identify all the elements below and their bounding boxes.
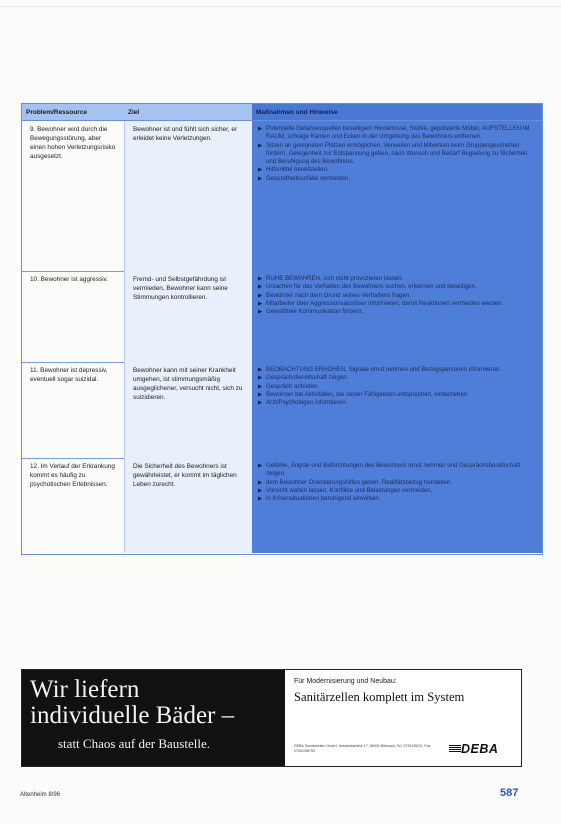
header-measures: Maßnahmen und Hinweise — [252, 104, 542, 121]
problem-cell: 9. Bewohner wird durch die Bewegungsstörung, aber einen hohen Verletzungsrisiko ausgesetzt. — [30, 126, 116, 160]
measure-item: ▶ Gesprächsbereitschaft zeigen. — [258, 374, 536, 382]
ad-headline-2: individuelle Bäder – — [30, 702, 235, 729]
measure-item: ▶ Ursachen für das Verhalten des Bewohners suchen, erkennen und beseitigen. — [258, 283, 536, 291]
measures-cell — [252, 458, 542, 553]
ad-address: DEBA Sanitärzellen GmbH, Industriestraße 17, 88400 Biberach, Tel. 07351/5670, Fax 07351/56750 — [294, 744, 431, 753]
goal-cell: Die Sicherheit des Bewohners ist gewährleistet, er kommt im täglichen Leben zurecht. — [124, 458, 252, 553]
ad-headline-3: statt Chaos auf der Baustelle. — [58, 736, 210, 751]
table-row — [22, 271, 542, 363]
measure-item: ▶ Sitzen an geeigneten Plätzen ermöglichen, Verweilen und Mitwirken beim Gruppengeschehen fördern, Gelegenheit zur Entspannung geben, nach Wunsch und Bedarf Begleitung zu Sicherheit und Beruhigung des Bewohners. — [258, 142, 536, 167]
page-number: 587 — [500, 787, 519, 799]
measure-item: ▶ Gesundheitsunfälle vermeiden. — [258, 175, 536, 183]
measure-item: ▶ Gewaltfreie Kommunikation fördern. — [258, 308, 536, 316]
goal-cell: Bewohner kann mit seiner Krankheit umgehen, ist stimmungsmäßig ausgeglichener, versucht nicht, sich zu suizidieren. — [124, 362, 252, 458]
table-row — [22, 362, 542, 459]
problem-cell: 10. Bewohner ist aggressiv. — [30, 276, 109, 283]
measure-item: ▶ Gespräch anbieten. — [258, 383, 536, 391]
measure-item: ▶ Hilfsmittel bereitstellen. — [258, 166, 536, 174]
measures-cell — [252, 121, 542, 271]
measure-item: ▶ Bewohner nach dem Grund seines Verhaltens fragen. — [258, 292, 536, 300]
care-plan-table — [21, 103, 543, 555]
measure-item: ▶ Bewohner bei Aktivitäten, die seiner Fähigkeiten entsprechen, einbeziehen. — [258, 391, 536, 399]
measure-item: ▶ RUHE BEWAHREN, sich nicht provozieren lassen. — [258, 275, 536, 283]
ad-tagline: Sanitärzellen komplett im System — [294, 690, 465, 704]
measure-item: ▶ Gefühle, Ängste und Befürchtungen des Bewohners ernst nehmen und Gesprächsbereitschaft zeigen. — [258, 462, 536, 479]
header-problem: Problem/Ressource — [22, 104, 124, 121]
ad-headline-1: Wir liefern — [30, 676, 140, 703]
advertisement — [21, 669, 522, 767]
ad-white-panel — [285, 670, 521, 766]
ad-logo: DEBA — [461, 742, 499, 756]
measure-item: ▶ Potentielle Gefahrenquellen beseitigen/ Hindernisse, Stühle, gepolsterte Möbel, AUFSTELLEN IM RAUM, schräge Kanten und Ecken in der Umgebung des Bewohners entfernen. — [258, 125, 536, 142]
footer-issue: Altenheim 8/96 — [20, 792, 61, 798]
measure-item: ▶ Vorsicht walten lassen; Konflikte und Belastungen vermeiden. — [258, 487, 536, 495]
ad-subline: Für Modernisierung und Neubau: — [294, 678, 397, 685]
measure-item: ▶ dem Bewohner Orientierungshilfen geben, Realitätsbezug herstellen. — [258, 479, 536, 487]
top-edge — [0, 0, 561, 7]
measure-item: ▶ in Krisensituationen beruhigend einwirken. — [258, 495, 536, 503]
problem-cell: 12. Im Verlauf der Erkrankung kommt es häufig zu psychotischen Erlebnissen. — [30, 463, 115, 488]
table-row — [22, 458, 542, 553]
measure-item: ▶ Arzt/Psychologen informieren. — [258, 399, 536, 407]
goal-cell: Bewohner ist und fühlt sich sicher, er erleidet keine Verletzungen. — [124, 121, 252, 271]
measure-item: ▶ BEOBACHTUNG ERHÖHEN, Signale ernst nehmen und Bezugspersonen informieren. — [258, 366, 536, 374]
measures-cell — [252, 362, 542, 458]
header-goal: Ziel — [124, 104, 252, 121]
deba-logo-icon — [449, 745, 461, 753]
ad-black-panel — [22, 670, 285, 766]
measure-item: ▶ Mitarbeiter über Aggressionsauslöser informieren, damit Reaktionen vermieden werden. — [258, 300, 536, 308]
measures-cell — [252, 271, 542, 362]
problem-cell: 11. Bewohner ist depressiv, eventuell sogar suizidal. — [30, 367, 108, 383]
table-row — [22, 121, 542, 272]
goal-cell: Fremd- und Selbstgefährdung ist vermieden, Bewohner kann seine Stimmungen kontrollieren. — [124, 271, 252, 362]
